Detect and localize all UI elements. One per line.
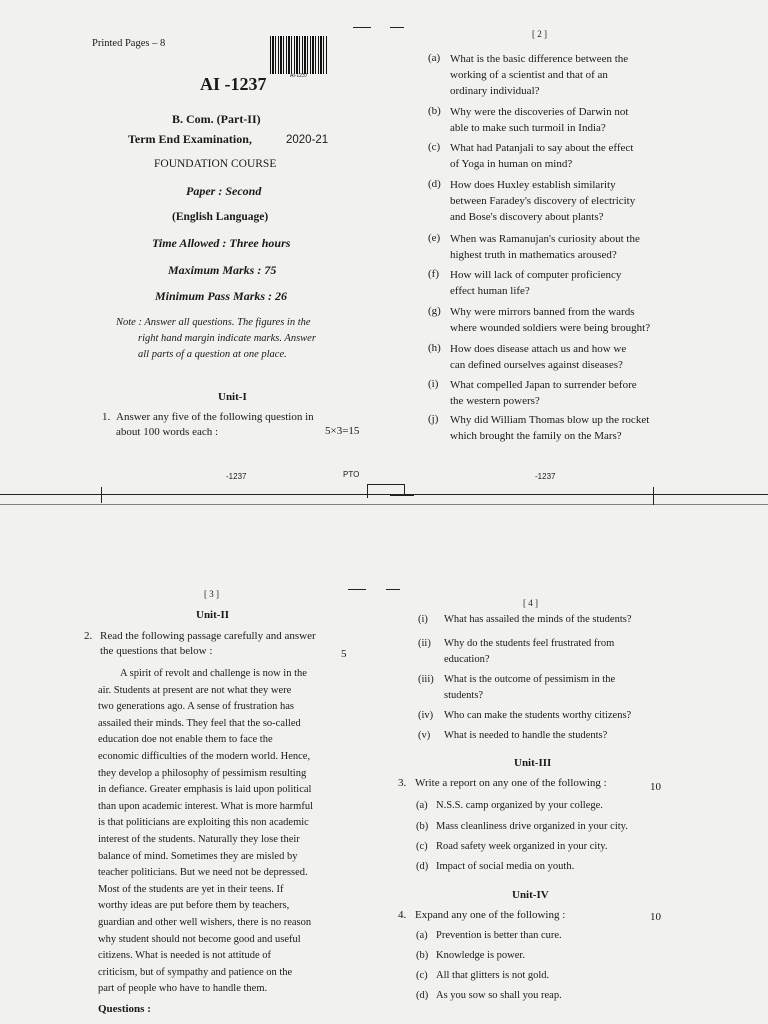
unit-heading: Unit-I bbox=[218, 391, 247, 403]
question-text: Answer any five of the following question in about 100 words each : bbox=[116, 411, 314, 438]
item-text bbox=[444, 612, 654, 628]
item-label: (g) bbox=[428, 305, 441, 317]
option-text: Knowledge is power. bbox=[436, 950, 525, 961]
passage-line: worthy ideas are put before them by teachers, bbox=[98, 900, 290, 912]
item-line: What has assailed the minds of the students? bbox=[444, 614, 632, 625]
option-text: Road safety week organized in your city. bbox=[436, 841, 608, 852]
item-label: (f) bbox=[428, 268, 439, 280]
option-text: Mass cleanliness drive organized in your city. bbox=[436, 821, 628, 832]
item-text bbox=[450, 51, 665, 99]
item-text bbox=[450, 177, 665, 225]
item-line: working of a scientist and that of an bbox=[450, 69, 608, 81]
item-label: (v) bbox=[418, 730, 431, 741]
item-label: (e) bbox=[428, 232, 441, 244]
passage-line: citizens. What is needed is not attitude of bbox=[98, 950, 272, 962]
item-line: Why do the students feel frustrated from bbox=[444, 638, 615, 649]
barcode-number: AI-1237 bbox=[290, 73, 308, 79]
item-line: highest truth in mathematics aroused? bbox=[450, 249, 617, 261]
item-text bbox=[444, 708, 654, 724]
time-allowed: Time Allowed : Three hours bbox=[152, 236, 291, 250]
passage-line: balance of mind. Sometimes they are misled by bbox=[98, 850, 298, 862]
item-line: What had Patanjali to say about the effect bbox=[450, 142, 634, 154]
unit-heading: Unit-III bbox=[514, 757, 552, 769]
item-line: ordinary individual? bbox=[450, 85, 540, 97]
item-text bbox=[450, 377, 665, 409]
paper-number: Paper : Second bbox=[186, 184, 262, 198]
course-name: B. Com. (Part-II) bbox=[172, 112, 261, 126]
option-label: (b) bbox=[416, 821, 429, 832]
passage-line: A spirit of revolt and challenge is now in the bbox=[120, 668, 307, 679]
crop-mark bbox=[390, 27, 404, 28]
question-text: Read the following passage carefully and answer the questions that below : bbox=[100, 630, 316, 657]
item-line: able to make such turmoil in India? bbox=[450, 122, 606, 134]
barcode bbox=[270, 36, 328, 74]
crop-mark bbox=[367, 484, 368, 498]
unit-heading: Unit-II bbox=[196, 609, 230, 621]
item-line: Why were mirrors banned from the wards bbox=[450, 306, 635, 318]
item-text bbox=[450, 104, 665, 136]
question-marks: 10 bbox=[650, 781, 661, 793]
footer-code: -1237 bbox=[535, 472, 556, 481]
minimum-marks: Minimum Pass Marks : 26 bbox=[155, 289, 288, 303]
item-line: students? bbox=[444, 690, 484, 701]
crop-mark bbox=[390, 495, 414, 496]
page-number: [ 3 ] bbox=[204, 589, 219, 599]
item-label: (iii) bbox=[418, 674, 434, 685]
option-label: (c) bbox=[416, 970, 428, 981]
crop-mark bbox=[348, 589, 366, 590]
question-number: 1. bbox=[102, 411, 111, 423]
page-number: [ 4 ] bbox=[523, 598, 538, 608]
question-marks: 5 bbox=[341, 648, 347, 660]
item-line: Why did William Thomas blow up the rocket bbox=[450, 414, 650, 426]
option-text: Impact of social media on youth. bbox=[436, 861, 575, 872]
option-text: N.S.S. camp organized by your college. bbox=[436, 800, 603, 811]
option-label: (a) bbox=[416, 930, 428, 941]
item-text bbox=[444, 636, 654, 668]
item-line: which brought the family on the Mars? bbox=[450, 430, 622, 442]
item-line: What is the outcome of pessimism in the bbox=[444, 674, 616, 685]
option-label: (b) bbox=[416, 950, 429, 961]
item-line: education? bbox=[444, 654, 490, 665]
item-label: (d) bbox=[428, 178, 441, 190]
passage-line: interest of the students. Naturally they lose their bbox=[98, 833, 300, 845]
item-label: (b) bbox=[428, 105, 441, 117]
passage-line: part of people who have to handle them. bbox=[98, 983, 268, 995]
item-line: effect human life? bbox=[450, 285, 530, 297]
passage-line: than upon academic interest. What is more harmful bbox=[98, 800, 313, 812]
item-line: the western powers? bbox=[450, 395, 540, 407]
item-line: What is the basic difference between the bbox=[450, 53, 629, 65]
item-line: How will lack of computer proficiency bbox=[450, 269, 622, 281]
item-text bbox=[450, 412, 665, 444]
printed-pages: Printed Pages – 8 bbox=[92, 38, 166, 49]
item-text bbox=[444, 672, 654, 704]
crop-mark bbox=[101, 487, 102, 503]
item-label: (j) bbox=[428, 413, 439, 425]
question-text: Write a report on any one of the following : bbox=[415, 777, 607, 789]
maximum-marks: Maximum Marks : 75 bbox=[168, 263, 277, 277]
option-text: Prevention is better than cure. bbox=[436, 930, 562, 941]
passage-line: teacher politicians. But we need not be depressed. bbox=[98, 867, 308, 879]
passage-line: air. Students at present are not what they were bbox=[98, 684, 292, 696]
option-text: As you sow so shall you reap. bbox=[436, 990, 562, 1001]
question-number: 3. bbox=[398, 777, 407, 789]
item-label: (h) bbox=[428, 342, 441, 354]
item-label: (i) bbox=[428, 378, 439, 390]
option-label: (d) bbox=[416, 990, 429, 1001]
crop-mark bbox=[353, 27, 371, 28]
question-marks: 5×3=15 bbox=[325, 425, 360, 437]
passage-line: why student should not become good and useful bbox=[98, 933, 301, 945]
item-line: How does Huxley establish similarity bbox=[450, 179, 616, 191]
passage-line: in defiance. Greater emphasis is laid upon political bbox=[98, 784, 312, 796]
item-line: When was Ramanujan's curiosity about the bbox=[450, 233, 640, 245]
item-line: Why were the discoveries of Darwin not bbox=[450, 106, 629, 118]
item-line: and Bose's discovery about plants? bbox=[450, 211, 604, 223]
question-text: Expand any one of the following : bbox=[415, 909, 566, 921]
passage-line: Most of the students are yet in their teens. If bbox=[98, 883, 284, 895]
item-label: (i) bbox=[418, 614, 428, 625]
language: (English Language) bbox=[172, 211, 269, 223]
reading-passage bbox=[98, 666, 330, 998]
item-text bbox=[450, 341, 665, 373]
item-line: where wounded soldiers were being brought? bbox=[450, 322, 651, 334]
exam-title: Term End Examination, bbox=[128, 132, 252, 146]
passage-line: education doe not enable them to face the bbox=[98, 734, 273, 746]
item-label: (iv) bbox=[418, 710, 434, 721]
item-line: What is needed to handle the students? bbox=[444, 730, 608, 741]
footer-pto: PTO bbox=[343, 470, 360, 479]
item-text bbox=[444, 728, 654, 744]
item-line: How does disease attach us and how we bbox=[450, 343, 627, 355]
question-number: 2. bbox=[84, 630, 93, 642]
passage-line: criticism, but of sympathy and patience on the bbox=[98, 966, 293, 978]
footer-code: -1237 bbox=[226, 472, 247, 481]
paper-code: AI -1237 bbox=[200, 74, 267, 94]
instructions-note: Note : Answer all questions. The figures in the right hand margin indicate marks. Answer all parts of a question at one place. bbox=[116, 317, 316, 360]
question-marks: 10 bbox=[650, 911, 661, 923]
questions-label: Questions : bbox=[98, 1003, 151, 1015]
item-line: between Faradey's discovery of electricity bbox=[450, 195, 636, 207]
option-label: (d) bbox=[416, 861, 429, 872]
option-label: (a) bbox=[416, 800, 428, 811]
item-text bbox=[450, 231, 665, 263]
unit-heading: Unit-IV bbox=[512, 889, 549, 901]
passage-line: two generations ago. A sense of frustration has bbox=[98, 701, 294, 713]
exam-year: 2020-21 bbox=[286, 134, 329, 146]
item-label: (ii) bbox=[418, 638, 431, 649]
item-text bbox=[450, 304, 665, 336]
passage-line: is that politicians are exploiting this non academic bbox=[98, 817, 309, 829]
item-line: What compelled Japan to surrender before bbox=[450, 379, 637, 391]
option-text: All that glitters is not gold. bbox=[436, 970, 550, 981]
page-number: [ 2 ] bbox=[532, 29, 547, 39]
item-label: (c) bbox=[428, 141, 441, 153]
crop-mark bbox=[653, 487, 654, 505]
item-line: can defined ourselves against diseases? bbox=[450, 359, 623, 371]
item-line: Who can make the students worthy citizens? bbox=[444, 710, 632, 721]
subject-title: FOUNDATION COURSE bbox=[154, 158, 277, 170]
passage-line: guardian and other well wishers, there is no reason bbox=[98, 916, 312, 928]
crop-mark bbox=[386, 589, 400, 590]
question-number: 4. bbox=[398, 909, 407, 921]
passage-line: economic difficulties of the modern world. Hence, bbox=[98, 750, 311, 762]
passage-line: they develop a philosophy of pessimism resulting bbox=[98, 767, 307, 779]
option-label: (c) bbox=[416, 841, 428, 852]
passage-line: assailed their minds. They feel that the so-called bbox=[98, 717, 301, 729]
item-text bbox=[450, 140, 665, 172]
crop-mark bbox=[367, 484, 405, 485]
item-line: of Yoga in human on mind? bbox=[450, 158, 573, 170]
item-text bbox=[450, 267, 665, 299]
item-label: (a) bbox=[428, 52, 441, 64]
